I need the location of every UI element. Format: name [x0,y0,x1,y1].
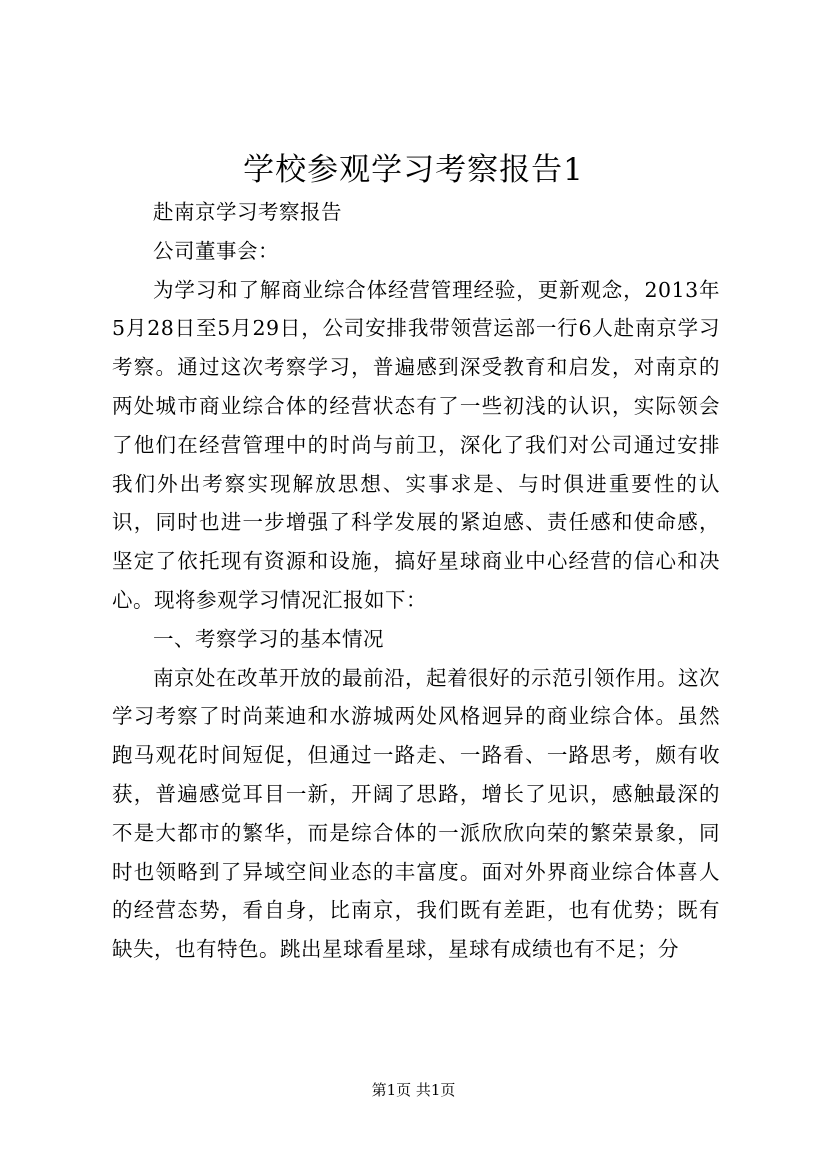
page-footer: 第1页 共1页 [371,1081,456,1099]
paragraph-intro: 为学习和了解商业综合体经营管理经验，更新观念，2013年5月28日至5月29日，公司安排我带领营运部一行6人赴南京学习考察。通过这次考察学习，普遍感到深受教育和启发，对南京的两处城市商业综合体的经营状态有了一些初浅的认识，实际领会了他们在经营管理中的时尚与前卫，深化了我们对公司通过安排我们外出考察实现解放思想、实事求是、与时俱进重要性的认识，同时也进一步增强了科学发展的紧迫感、责任感和使命感，坚定了依托现有资源和设施，搞好星球商业中心经营的信心和决心。现将参观学习情况汇报如下： [112,277,720,612]
paragraph-salutation: 公司董事会： [153,238,279,263]
document-body [112,193,720,969]
paragraph-subtitle: 赴南京学习考察报告 [153,200,342,224]
document-title: 学校参观学习考察报告1 [243,152,584,188]
paragraph-body: 南京处在改革开放的最前沿，起着很好的示范引领作用。这次学习考察了时尚莱迪和水游城两处风格迥异的商业综合体。虽然跑马观花时间短促，但通过一路走、一路看、一路思考，颇有收获，普遍感觉耳目一新，开阔了思路，增长了见识，感触最深的不是大都市的繁华，而是综合体的一派欣欣向荣的繁荣景象，同时也领略到了异域空间业态的丰富度。面对外界商业综合体喜人的经营态势，看自身，比南京，我们既有差距，也有优势；既有缺失，也有特色。跳出星球看星球，星球有成绩也有不足；分 [112,665,720,962]
section-heading: 一、考察学习的基本情况 [153,626,384,651]
